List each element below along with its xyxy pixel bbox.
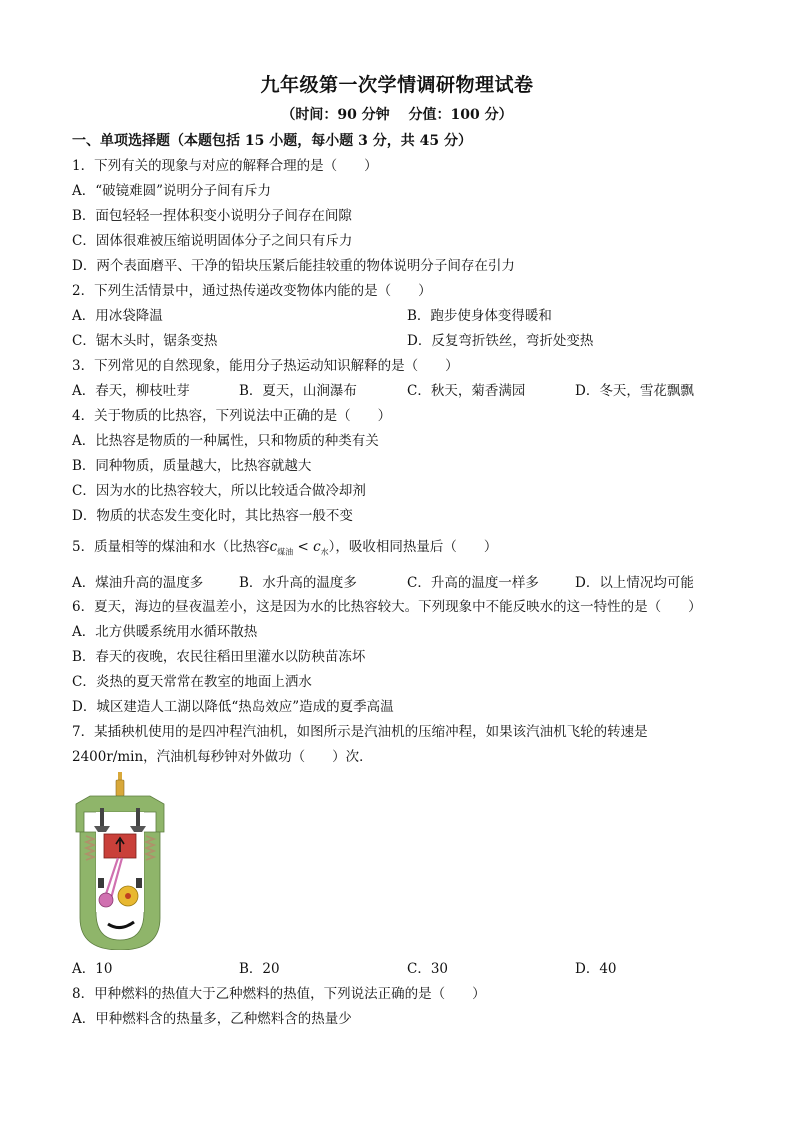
q6-option-d: D．城区建造人工湖以降低“热岛效应”造成的夏季高温 [72,699,394,715]
q2-option-a: A．用冰袋降温 [72,308,163,324]
four-stroke-engine-compression-diagram-icon [70,772,170,950]
q2-option-c: C．锯木头时，锯条变热 [72,333,218,349]
engine-figure [70,772,170,950]
q3-stem: 3．下列常见的自然现象，能用分子热运动知识解释的是（ ） [72,358,459,374]
q3-option-a: A．春天，柳枝吐芽 [72,383,190,399]
q8-stem: 8．甲种燃料的热值大于乙种燃料的热值，下列说法正确的是（ ） [72,986,486,1002]
q4-option-b: B．同种物质，质量越大，比热容就越大 [72,458,312,474]
q5-sub-water: 水 [320,547,329,557]
q7-option-c: C．30 [407,961,449,977]
q2-option-b: B．跑步使身体变得暖和 [407,308,552,324]
q3-option-b: B．夏天，山涧瀑布 [239,383,357,399]
q5-c-water: c [313,539,321,555]
q1-option-b: B．面包轻轻一捏体积变小说明分子间存在间隙 [72,208,352,224]
section-heading: 一、单项选择题（本题包括 15 小题，每小题 3 分，共 45 分） [72,133,472,149]
q3-option-c: C．秋天，菊香满园 [407,383,526,399]
q1-option-a: A．“破镜难圆”说明分子间有斥力 [72,183,272,199]
flywheel-hub [125,893,131,899]
q5-option-d: D．以上情况均可能 [575,575,694,591]
q6-stem: 6．夏天，海边的昼夜温差小，这是因为水的比热容较大。下列现象中不能反映水的这一特性的是（ ） [72,599,702,615]
q1-option-d: D．两个表面磨平、干净的铅块压紧后能挂较重的物体说明分子间存在引力 [72,258,515,274]
q5-option-b: B．水升高的温度多 [239,575,357,591]
q5-option-c: C．升高的温度一样多 [407,575,539,591]
q8-option-a: A．甲种燃料含的热量多，乙种燃料含的热量少 [72,1011,352,1027]
q7-stem-line-1: 7．某插秧机使用的是四冲程汽油机，如图所示是汽油机的压缩冲程，如果该汽油机飞轮的转速是 [72,724,648,740]
q3-option-d: D．冬天，雪花飘飘 [575,383,694,399]
q5-stem-post: ），吸收相同热量后（ ） [328,539,498,555]
q4-option-d: D．物质的状态发生变化时，其比热容一般不变 [72,508,353,524]
q6-option-b: B．春天的夜晚，农民往稻田里灌水以防秧苗冻坏 [72,649,366,665]
q5-sub-kerosene: 煤油 [277,547,294,557]
q1-option-c: C．固体很难被压缩说明固体分子之间只有斥力 [72,233,353,249]
exam-title: 九年级第一次学情调研物理试卷 [260,74,534,96]
q5-stem-pre: 5．质量相等的煤油和水（比热容 [72,539,270,555]
exam-subtitle: （时间：90 分钟 分值：100 分） [281,107,513,123]
q5-c-kerosene: c [269,539,278,555]
q4-stem: 4．关于物质的比热容，下列说法中正确的是（ ） [72,408,392,424]
crankcase-bearing-right [136,878,142,888]
q7-option-d: D．40 [575,961,617,977]
q4-option-c: C．因为水的比热容较大，所以比较适合做冷却剂 [72,483,366,499]
q1-stem: 1．下列有关的现象与对应的解释合理的是（ ） [72,158,378,174]
crankshaft-pin [99,893,113,907]
q4-option-a: A．比热容是物质的一种属性，只和物质的种类有关 [72,433,379,449]
q6-option-a: A．北方供暖系统用水循环散热 [72,624,258,640]
q7-option-b: B．20 [239,961,280,977]
rotation-arrow-icon [108,922,134,928]
q5-option-a: A．煤油升高的温度多 [72,575,204,591]
q6-option-c: C．炎热的夏天常常在教室的地面上洒水 [72,674,312,690]
spark-plug-tip [118,772,122,780]
q7-option-a: A．10 [72,961,113,977]
crankcase-bearing-left [98,878,104,888]
q2-option-d: D．反复弯折铁丝，弯折处变热 [407,333,594,349]
q5-stem [72,537,497,563]
q7-stem-line-2: 2400r/min，汽油机每秒钟对外做功（ ）次． [72,749,373,765]
spark-plug-body [116,780,124,796]
q5-less-than: < [293,539,314,555]
q2-stem: 2．下列生活情景中，通过热传递改变物体内能的是（ ） [72,283,432,299]
